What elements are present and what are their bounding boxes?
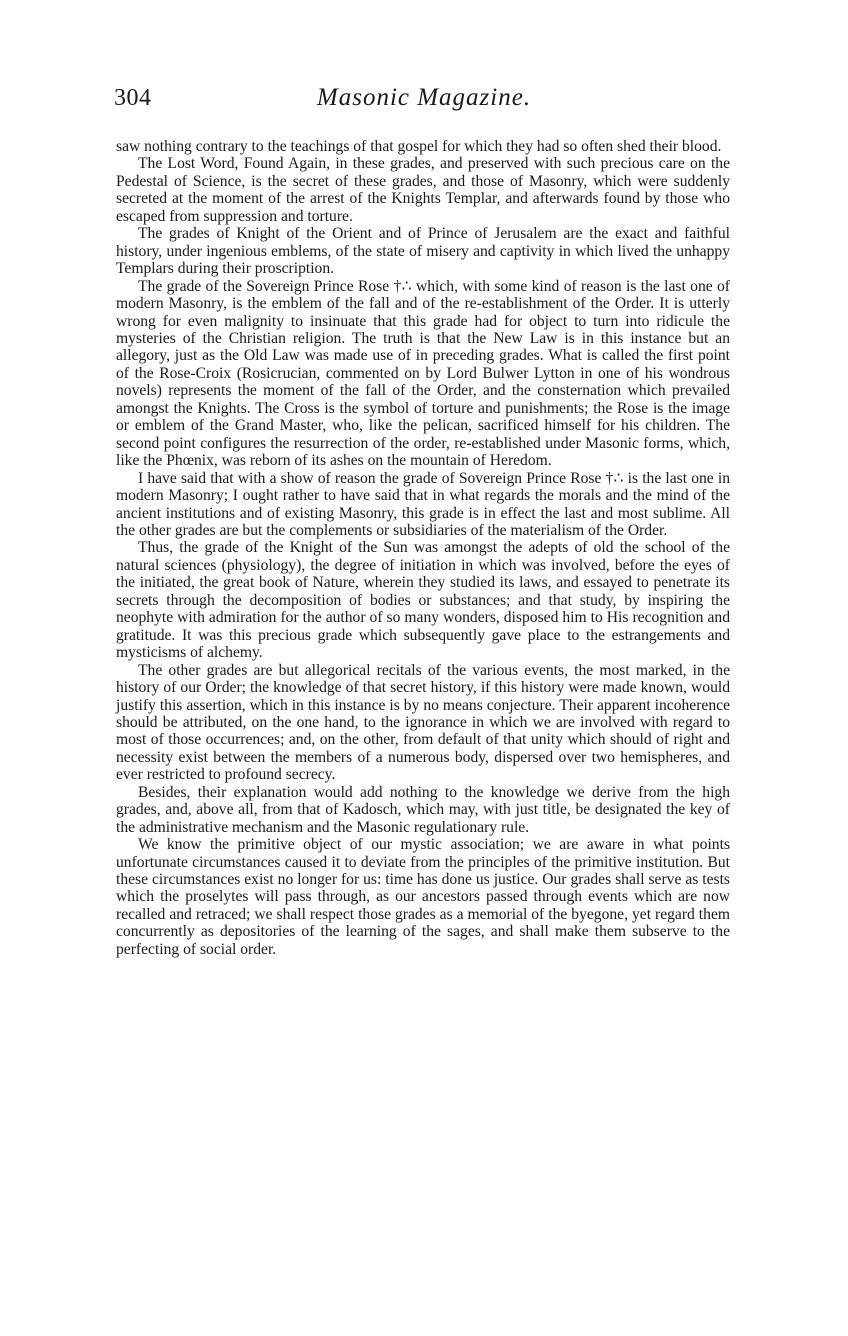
- running-title: Masonic Magazine.: [316, 84, 532, 111]
- paragraph-7: The other grades are but allegorical recitals of the various events, the most marked, in the history of our Order; the knowledge of that secret history, if this history were made known, would justify this assertion, which in this instance is by no means conjecture. Their apparent incoherence should be attributed, on the one hand, to the ignorance in which we are involved with regard to most of those occurrences; and, on the other, from default of that unity which should of right and necessity exist between the members of a numerous body, dispersed over two hemispheres, and ever restricted to profound secrecy.: [116, 661, 730, 784]
- paragraph-5: I have said that with a show of reason the grade of Sovereign Prince Rose †∴ is the last one in modern Masonry; I ought rather to have said that in what regards the morals and the mind of the ancient institutions and of existing Masonry, this grade is in effect the last and most sublime. All the other grades are but the complements or subsidiaries of the materialism of the Order.: [116, 469, 730, 539]
- paragraph-4: The grade of the Sovereign Prince Rose †∴ which, with some kind of reason is the last one of modern Masonry, is the emblem of the fall and of the re-establishment of the Order. It is utterly wrong for even malignity to insinuate that this grade had for object to turn into ridicule the mysteries of the Christian religion. The truth is that the New Law is in this instance but an allegory, just as the Old Law was made use of in preceding grades. What is called the first point of the Rose-Croix (Rosicrucian, commented on by Lord Bulwer Lytton in one of his wondrous novels) represents the moment of the fall of the Order, and the consternation which prevailed amongst the Knights. The Cross is the symbol of torture and punishments; the Rose is the image or emblem of the Grand Master, who, like the pelican, sacrificed himself for his children. The second point configures the resurrection of the order, re-established under Masonic forms, which, like the Phœnix, was reborn of its ashes on the mountain of Heredom.: [116, 277, 730, 470]
- article-body: [116, 138, 730, 958]
- paragraph-6: Thus, the grade of the Knight of the Sun was amongst the adepts of old the school of the natural sciences (physiology), the degree of initiation in which was involved, before the eyes of the initiated, the great book of Nature, wherein they studied its laws, and essayed to penetrate its secrets through the decomposition of bodies or substances; and that study, by inspiring the neophyte with admiration for the author of so many wonders, disposed him to His recognition and gratitude. It was this precious grade which subsequently gave place to the estrangements and mysticisms of alchemy.: [116, 539, 730, 662]
- paragraph-9: We know the primitive object of our mystic association; we are aware in what points unfortunate circumstances caused it to deviate from the principles of the primitive institution. But these circumstances exist no longer for us: time has done us justice. Our grades shall serve as tests which the proselytes will pass through, as our ancestors passed through events which are now recalled and retraced; we shall respect those grades as a memorial of the byegone, yet regard them concurrently as depositories of the learning of the sages, and shall make them subserve to the perfecting of social order.: [116, 836, 730, 958]
- paragraph-2: The Lost Word, Found Again, in these grades, and preserved with such precious care on the Pedestal of Science, is the secret of these grades, and those of Masonry, which were suddenly secreted at the moment of the arrest of the Knights Templar, and afterwards found by those who escaped from suppression and torture.: [116, 155, 730, 225]
- paragraph-3: The grades of Knight of the Orient and of Prince of Jerusalem are the exact and faithful history, under ingenious emblems, of the state of misery and captivity in which lived the unhappy Templars during their proscription.: [116, 225, 730, 278]
- page-number: 304: [114, 85, 152, 111]
- page-header: [114, 82, 734, 122]
- paragraph-1: saw nothing contrary to the teachings of that gospel for which they had so often shed their blood.: [116, 138, 722, 155]
- paragraph-8: Besides, their explanation would add nothing to the knowledge we derive from the high grades, and, above all, from that of Kadosch, which may, with just title, be designated the key of the administrative mechanism and the Masonic regulationary rule.: [116, 783, 730, 836]
